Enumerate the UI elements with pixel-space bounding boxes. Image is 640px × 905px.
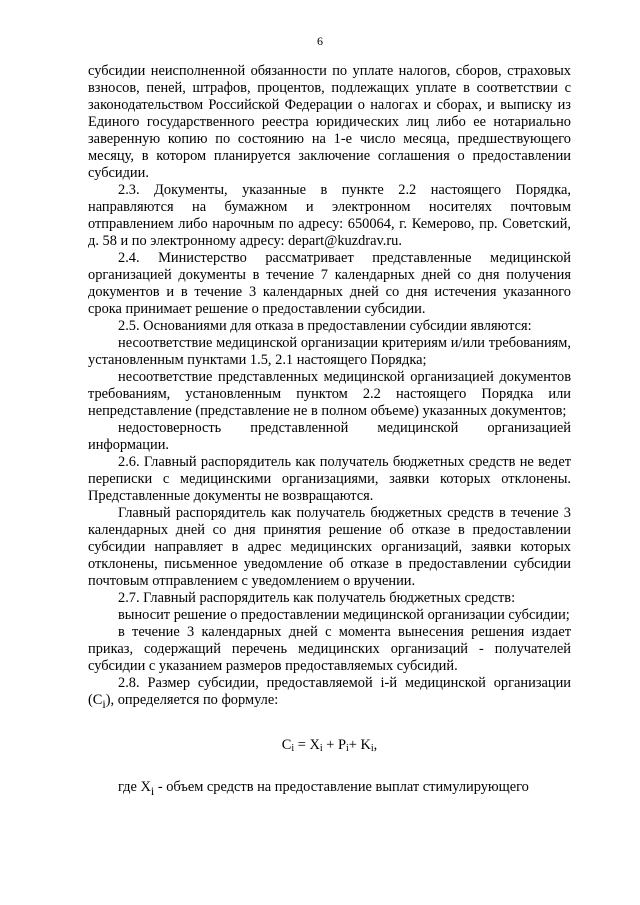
paragraph-2-4: 2.4. Министерство рассматривает представленные медицинской организацией документы в течение 7 календарных дней со дня получения документов и в течение 3 календарных дней со дня истечения указанного срока принимает решение о предоставлении субсидии. (88, 250, 571, 317)
paragraph-notification: Главный распорядитель как получатель бюджетных средств в течение 3 календарных дней со дня принятия решение об отказе в предоставлении субсидии направляет в адрес медицинских организаций, заявки которых отклонены, письменное уведомление об отказе в предоставлении субсидии почтовым отправлением с уведомлением о вручении. (88, 505, 571, 589)
paragraph-2-8-lead: 2.8. Размер субсидии, предоставляемой i-й медицинской организации (С (88, 675, 571, 708)
formula-k-sub: i (370, 742, 374, 754)
paragraph-2-8 (88, 675, 571, 713)
refusal-reason-1: несоответствие медицинской организации критериям и/или требованиям, установленным пунктами 1.5, 2.1 настоящего Порядка; (88, 335, 571, 368)
page-number: 6 (317, 34, 323, 48)
paragraph-2-3: 2.3. Документы, указанные в пункте 2.2 настоящего Порядка, направляются на бумажном и электронном носителях почтовым отправлением либо нарочным по адресу: 650064, г. Кемерово, пр. Советский, д. 58 и по электронному адресу: depart@kuzdrav.ru. (88, 182, 571, 249)
paragraph-2-8-tail: ), определяется по формуле: (105, 692, 279, 708)
refusal-reason-2: несоответствие представленных медицинской организацией документов требованиям, установленным пунктом 2.2 настоящего Порядка или непредставление (представление не в полном объеме) указанных документов; (88, 369, 571, 419)
formula-c: С (281, 736, 292, 753)
paragraph-2-6: 2.6. Главный распорядитель как получатель бюджетных средств не ведет переписки с медицинскими организациями, заявки которых отклонены. Представленные документы не возвращаются. (88, 454, 571, 504)
action-order: в течение 3 календарных дней с момента вынесения решения издает приказ, содержащий перечень медицинских организаций - получателей субсидии с указанием размеров предоставляемых субсидий. (88, 624, 571, 674)
paragraph-continuation: субсидии неисполненной обязанности по уплате налогов, сборов, страховых взносов, пеней, штрафов, процентов, подлежащих уплате в соответствии с законодательством Российской Федерации о налогах и сборах, и выписку из Единого государственного реестра юридических лиц либо ее нотариально заверенную копию по состоянию на 1-е число месяца, предшествующего месяцу, в котором планируется заключение соглашения о предоставлении субсидии. (88, 63, 571, 181)
formula-x-sub: i (319, 742, 323, 754)
action-decision: выносит решение о предоставлении медицинской организации субсидии; (118, 607, 570, 623)
definitions-lead: где Х (118, 778, 151, 795)
formula-end: , (373, 736, 378, 753)
refusal-reason-3: недостоверность представленной медицинской организацией информации. (88, 420, 571, 453)
paragraph-2-5: 2.5. Основаниями для отказа в предоставлении субсидии являются: (118, 318, 532, 334)
formula-plus-p: + Р (322, 736, 346, 753)
paragraph-2-7: 2.7. Главный распорядитель как получатель бюджетных средств: (118, 590, 516, 606)
subscript-i: i (102, 696, 106, 711)
formula-plus-k: + K (348, 736, 371, 753)
definitions-tail: - объем средств на предоставление выплат стимулирующего (154, 778, 529, 795)
formula-eq-x: = Х (294, 736, 320, 753)
definitions-sub: i (150, 783, 155, 798)
subsidy-formula (88, 737, 571, 757)
paragraph-definitions (88, 779, 571, 800)
document-body (88, 63, 571, 800)
formula-p-sub: i (345, 742, 349, 754)
formula-c-sub: i (291, 742, 295, 754)
